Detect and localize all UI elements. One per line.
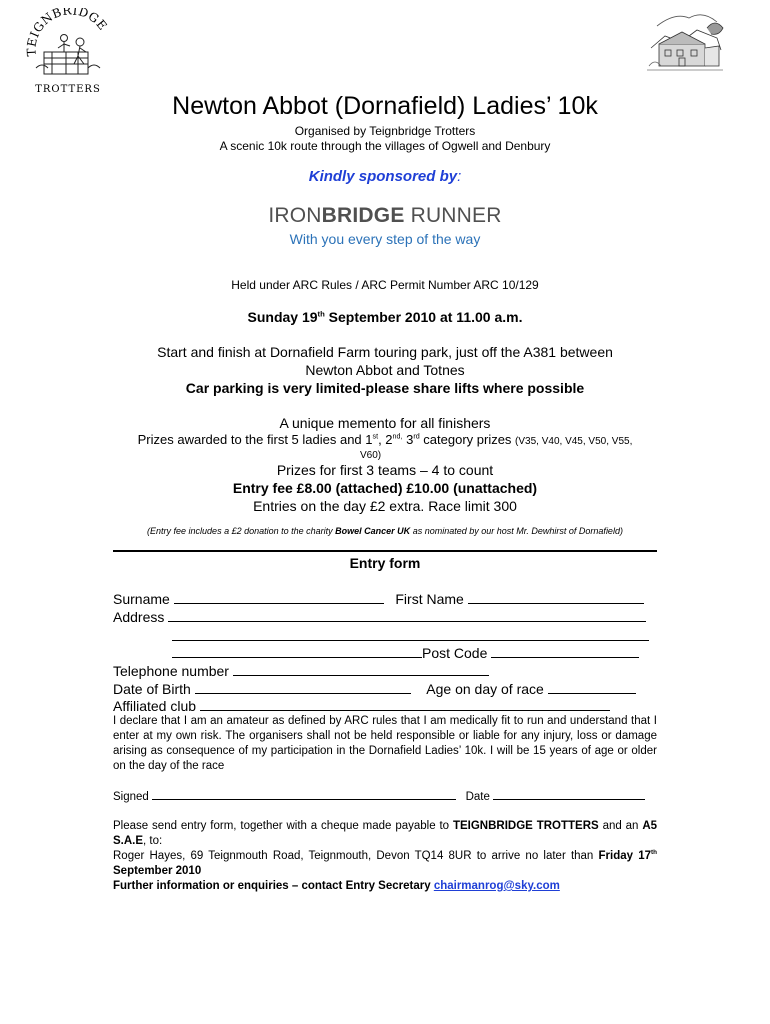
deadline-month-year: September 2010	[113, 865, 202, 877]
sae: A5 S.A.E	[113, 820, 658, 847]
club-row	[113, 697, 610, 714]
brand-bold: BRIDGE	[321, 204, 405, 227]
declaration-text: I declare that I am an amateur as defined by ARC rules that I am medically fit to run and understand that I enter at my own risk. The organisers shall not be held responsible or liable for any injury, loss or damage arising as consequence of my participation in the Dornafield Ladies’ 10k. I will be 15 years of age or older on the day of the race	[113, 715, 657, 772]
charity-note	[0, 526, 770, 536]
dob-label: Date of Birth	[113, 681, 191, 697]
dornafield-farmhouse-sketch	[645, 8, 725, 76]
venue-line-1: Start and finish at Dornafield Farm touring park, just off the A381 between	[157, 344, 613, 360]
brand-light: IRON	[268, 204, 322, 227]
post-code-field[interactable]	[491, 644, 639, 658]
surname-label: Surname	[113, 591, 170, 607]
send-to: , to:	[143, 835, 163, 847]
signed-row	[113, 789, 645, 803]
sponsor-heading	[0, 168, 770, 185]
charity-pre: (Entry fee includes a £2 donation to the charity	[147, 526, 336, 536]
postcode-row	[172, 644, 639, 661]
prizes-sup1: st	[372, 432, 379, 441]
postal-address: Roger Hayes, 69 Teignmouth Road, Teignmouth, Devon TQ14 8UR to arrive no later than	[113, 850, 599, 862]
organiser-line: Organised by Teignbridge Trotters	[294, 124, 476, 138]
ironbridge-tagline: With you every step of the way	[289, 231, 481, 247]
post-code-label: Post Code	[422, 645, 488, 661]
send-and: and an	[602, 820, 643, 832]
deadline-weekday: Friday	[598, 850, 634, 862]
on-day-entries-line: Entries on the day £2 extra. Race limit 300	[253, 498, 517, 514]
arc-rules-line: Held under ARC Rules / ARC Permit Number ARC 10/129	[231, 278, 539, 292]
ironbridge-brand	[0, 204, 770, 228]
sponsor-heading-text: Kindly sponsored by	[308, 168, 458, 185]
deadline-sup: th	[651, 849, 657, 857]
contact-line: Further information or enquiries – contact Entry Secretary	[113, 880, 434, 892]
charity-post: as nominated by our host Mr. Dewhirst of Dornafield)	[410, 526, 623, 536]
age-field[interactable]	[548, 680, 636, 694]
prizes-b: , 2	[378, 432, 393, 447]
race-date	[0, 309, 770, 325]
prizes-d: category prizes	[419, 432, 516, 447]
contact-email-link[interactable]: chairmanrog@sky.com	[433, 880, 560, 892]
prizes-sup2: nd,	[392, 432, 403, 441]
team-prizes-line: Prizes for first 3 teams – 4 to count	[276, 462, 494, 478]
telephone-label: Telephone number	[113, 663, 229, 679]
prizes-line	[0, 432, 770, 447]
event-title: Newton Abbot (Dornafield) Ladies’ 10k	[172, 92, 598, 120]
svg-text:TEIGNBRIDGE	[24, 8, 110, 57]
prizes-c: 3	[402, 432, 414, 447]
signature-field[interactable]	[152, 789, 456, 800]
signature-date-field[interactable]	[493, 789, 645, 800]
race-date-post: September 2010 at 11.00 a.m.	[324, 309, 523, 325]
address-field-1[interactable]	[168, 608, 646, 622]
ironbridge-runner-logo	[0, 204, 770, 247]
section-divider	[113, 550, 657, 552]
send-pre: Please send entry form, together with a cheque made payable to	[113, 820, 453, 832]
charity-name: Bowel Cancer UK	[335, 526, 411, 536]
race-date-sup: th	[317, 309, 325, 319]
entry-fee-line: Entry fee £8.00 (attached) £10.00 (unattached)	[232, 480, 538, 496]
signed-label: Signed	[113, 791, 149, 803]
dob-row	[113, 680, 636, 697]
entry-form-heading: Entry form	[349, 555, 421, 571]
memento-line: A unique memento for all finishers	[279, 415, 491, 431]
prizes-a: Prizes awarded to the first 5 ladies and 1	[137, 432, 373, 447]
address-field-3[interactable]	[172, 644, 422, 658]
payee: TEIGNBRIDGE TROTTERS	[452, 820, 599, 832]
telephone-row	[113, 662, 489, 679]
route-line: A scenic 10k route through the villages of Ogwell and Denbury	[219, 139, 551, 153]
dob-field[interactable]	[195, 680, 411, 694]
date-label: Date	[465, 791, 490, 803]
race-date-pre: Sunday 19	[247, 309, 318, 325]
deadline-day: 17	[638, 850, 652, 862]
first-name-label: First Name	[395, 591, 464, 607]
club-label: Affiliated club	[113, 698, 197, 714]
sponsor-heading-colon: :	[457, 168, 462, 185]
parking-notice: Car parking is very limited-please share lifts where possible	[185, 380, 585, 396]
address-label: Address	[113, 609, 165, 625]
venue-line-2: Newton Abbot and Totnes	[305, 362, 465, 378]
surname-row	[113, 590, 644, 607]
logo-arc-text: TEIGNBRIDGE	[24, 8, 110, 57]
address-row	[113, 608, 646, 625]
logo-bottom-text: TROTTERS	[35, 84, 101, 95]
surname-field[interactable]	[174, 590, 384, 604]
age-label: Age on day of race	[426, 681, 544, 697]
first-name-field[interactable]	[468, 590, 644, 604]
club-field[interactable]	[200, 697, 610, 711]
prizes-categories: (V35, V40, V45, V50, V55,	[515, 436, 633, 447]
prizes-sup3: rd	[413, 432, 420, 441]
brand-tail: RUNNER	[404, 204, 502, 227]
address-field-2[interactable]	[172, 640, 649, 641]
send-instructions	[113, 819, 657, 894]
teignbridge-trotters-logo	[22, 8, 114, 96]
telephone-field[interactable]	[233, 662, 489, 676]
prizes-categories-cont: V60)	[360, 450, 382, 461]
